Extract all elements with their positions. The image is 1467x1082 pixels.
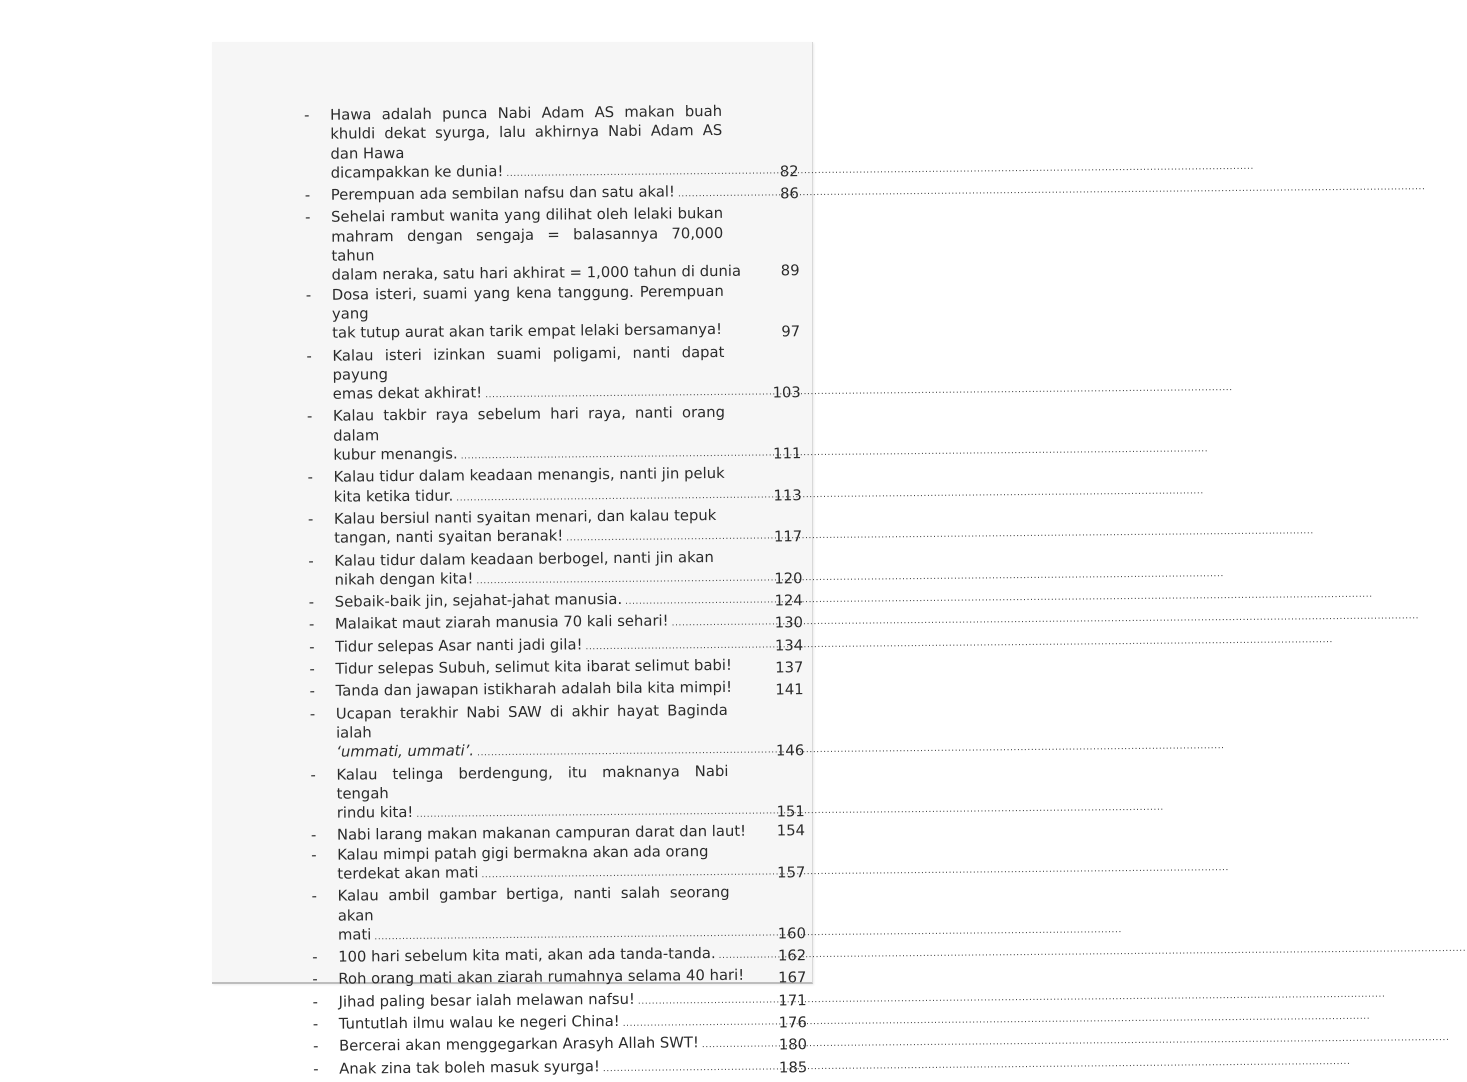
bullet-dash: -: [309, 1059, 339, 1079]
toc-entry: [303, 464, 801, 510]
toc-entry: [301, 181, 799, 208]
toc-entry-text: Sehelai rambut wanita yang dilihat oleh lelaki bukan mahram dengan sengaja = balasannya 70,000 tahun: [331, 204, 724, 266]
toc-entry-title: [334, 506, 726, 551]
bullet-dash: -: [309, 1015, 339, 1035]
toc-entry-text: Hawa adalah punca Nabi Adam AS makan buah khuldi dekat syurga, lalu akhirnya Nabi Adam AS dan Hawa: [330, 102, 723, 164]
toc-entry: [309, 1033, 807, 1060]
bullet-dash: -: [309, 1037, 339, 1057]
page-number: 130: [727, 614, 803, 634]
page-number: 137: [727, 658, 803, 678]
bullet-dash: -: [304, 551, 334, 571]
page-number: 103: [725, 383, 801, 403]
bullet-dash: -: [307, 826, 337, 846]
bullet-dash: -: [303, 407, 333, 427]
toc-entry-text-last-line: tangan, nanti syaitan beranak!: [334, 527, 563, 548]
toc-entry-text: Kalau isteri izinkan suami poligami, nanti dapat payung: [332, 343, 724, 385]
toc-entry-text-last-line: dicampakkan ke dunia!: [331, 162, 504, 183]
toc-entry-text-last-line: Bercerai akan menggegarkan Arasyh Allah SWT!: [339, 1034, 699, 1057]
page-number: 151: [729, 802, 805, 822]
toc-entry-text-last-line: mati: [338, 925, 372, 945]
toc-entry-title: [332, 343, 725, 408]
bullet-dash: -: [307, 887, 337, 907]
toc-entry-text: Kalau telinga berdengung, itu maknanya Nabi tengah: [336, 761, 728, 803]
page-number: 185: [731, 1058, 807, 1078]
page-number: 162: [730, 946, 806, 966]
toc-entry: [301, 204, 800, 286]
dot-leader: [566, 523, 1314, 549]
toc-entry-text-last-line: ‘ummati, ummati’.: [336, 742, 474, 763]
toc-entry-title: [336, 701, 729, 766]
toc-entry-title: [331, 204, 724, 285]
toc-entry: [302, 281, 801, 347]
bullet-dash: -: [302, 285, 332, 305]
dot-leader: [585, 631, 1333, 657]
toc-entry-text-last-line: dalam neraka, satu hari akhirat = 1,000 tahun di dunia: [332, 262, 742, 285]
toc-entry-text-last-line: Tidur selepas Subuh, selimut kita ibarat selimut babi!: [335, 656, 732, 679]
toc-entry-title: [334, 547, 726, 592]
bullet-dash: -: [301, 186, 331, 206]
dot-leader: [485, 379, 1233, 405]
toc-entry: [309, 988, 807, 1015]
toc-entry-title: [333, 464, 725, 509]
toc-entry-text: Kalau bersiul nanti syaitan menari, dan kalau tepuk: [334, 506, 726, 529]
bullet-dash: -: [303, 468, 333, 488]
toc-entry-text-last-line: Sebaik-baik jin, sejahat-jahat manusia.: [335, 590, 623, 612]
bullet-dash: -: [308, 948, 338, 968]
page-number: 157: [729, 863, 805, 883]
toc-entry-title: [333, 403, 726, 468]
dot-leader: [461, 440, 1209, 466]
toc-entry-text: Kalau tidur dalam keadaan menangis, nanti jin peluk: [333, 464, 725, 487]
toc-entry: [307, 882, 806, 948]
page-number: 176: [731, 1013, 807, 1033]
bullet-dash: -: [305, 593, 335, 613]
toc-entry-title: [339, 1056, 731, 1082]
toc-entry-text: Kalau takbir raya sebelum hari raya, nanti orang dalam: [333, 403, 725, 445]
toc-entry-text-last-line: 100 hari sebelum kita mati, akan ada tanda-tanda.: [338, 944, 716, 967]
toc-entry-text: Kalau ambil gambar bertiga, nanti salah seorang akan: [337, 883, 729, 925]
dot-leader: [481, 859, 1229, 885]
toc-entry: [306, 761, 805, 827]
toc-entry-title: [330, 102, 723, 186]
toc-entry-text-last-line: Perempuan ada sembilan nafsu dan satu akal!: [331, 183, 675, 206]
dot-leader: [719, 940, 1467, 966]
toc-entry-text: Dosa isteri, suami yang kena tanggung. Perempuan yang: [332, 282, 724, 324]
toc-entry-text-last-line: emas dekat akhirat!: [333, 383, 483, 404]
toc-entry-text-last-line: Tuntutlah ilmu walau ke negeri China!: [339, 1012, 620, 1034]
table-of-contents: [300, 101, 807, 1082]
bullet-dash: -: [305, 637, 335, 657]
page-number: 97: [724, 322, 800, 342]
toc-entry-text-last-line: Anak zina tak boleh masuk syurga!: [339, 1057, 600, 1079]
page-number: 89: [724, 262, 800, 282]
bullet-dash: -: [309, 992, 339, 1012]
toc-entry-text-last-line: Jihad paling besar ialah melawan nafsu!: [339, 990, 635, 1012]
bullet-dash: -: [306, 682, 336, 702]
page-number: 113: [726, 486, 802, 506]
toc-entry-text-last-line: Tidur selepas Asar nanti jadi gila!: [335, 635, 582, 657]
bullet-dash: -: [307, 845, 337, 865]
toc-entry: [309, 1055, 807, 1082]
toc-entry-text-last-line: Nabi larang makan makanan campuran darat dan laut!: [337, 822, 746, 845]
page-number: 167: [730, 969, 806, 989]
toc-entry: [304, 547, 802, 593]
page-number: 141: [728, 681, 804, 701]
bullet-dash: -: [302, 346, 332, 366]
toc-entry-text-last-line: tak tutup aurat akan tarik empat lelaki bersamanya!: [332, 320, 722, 343]
bullet-dash: -: [304, 510, 334, 530]
page-number: 154: [729, 822, 805, 842]
toc-entry-text-last-line: Roh orang mati akan ziarah rumahnya selama 40 hari!: [338, 966, 744, 989]
page-number: 111: [725, 444, 801, 464]
toc-entry: [306, 700, 805, 766]
toc-entry: [302, 342, 801, 408]
bullet-dash: -: [306, 765, 336, 785]
book-page: [212, 42, 813, 984]
page-number: 180: [731, 1036, 807, 1056]
bullet-dash: -: [305, 615, 335, 635]
toc-entry: [304, 505, 802, 551]
page-number: 120: [726, 569, 802, 589]
bullet-dash: -: [301, 208, 331, 228]
page-number: 171: [731, 991, 807, 1011]
toc-entry: [308, 966, 806, 993]
toc-entry-text: Ucapan terakhir Nabi SAW di akhir hayat Baginda ialah: [336, 701, 728, 743]
page-number: 160: [730, 924, 806, 944]
toc-entry-text-last-line: terdekat akan mati: [337, 863, 478, 884]
toc-entry-title: [337, 883, 730, 948]
toc-entry-text: Kalau mimpi patah gigi bermakna akan ada orang: [337, 842, 729, 865]
bullet-dash: -: [305, 660, 335, 680]
page-number: 117: [726, 527, 802, 547]
toc-entry: [305, 611, 803, 638]
toc-entry-text-last-line: Malaikat maut ziarah manusia 70 kali sehari!: [335, 612, 669, 634]
toc-entry-title: [337, 842, 729, 887]
toc-entry: [309, 1010, 807, 1037]
toc-entry-title: [332, 282, 725, 347]
toc-entry: [307, 841, 805, 887]
page-number: 86: [723, 184, 799, 204]
dot-leader: [456, 482, 1204, 508]
toc-entry-title: [336, 761, 729, 826]
toc-entry-text-last-line: nikah dengan kita!: [334, 569, 473, 590]
page-number: 82: [723, 162, 799, 182]
page-number: 134: [727, 636, 803, 656]
bullet-dash: -: [306, 704, 336, 724]
dot-leader: [603, 1053, 1351, 1079]
toc-entry: [300, 101, 799, 186]
toc-entry-text-last-line: rindu kita!: [337, 803, 414, 823]
toc-entry-text-last-line: kubur menangis.: [333, 445, 457, 465]
toc-entry: [305, 588, 803, 615]
page-number: 146: [728, 741, 804, 761]
page-number: 124: [727, 591, 803, 611]
bullet-dash: -: [308, 970, 338, 990]
toc-entry: [303, 403, 802, 469]
toc-entry-text-last-line: kita ketika tidur.: [334, 486, 454, 506]
toc-entry-text: Kalau tidur dalam keadaan berbogel, nanti jin akan: [334, 547, 726, 570]
bullet-dash: -: [300, 106, 330, 126]
toc-entry: [306, 678, 804, 705]
dot-leader: [477, 737, 1225, 763]
toc-entry-text-last-line: Tanda dan jawapan istikharah adalah bila kita mimpi!: [336, 678, 733, 701]
